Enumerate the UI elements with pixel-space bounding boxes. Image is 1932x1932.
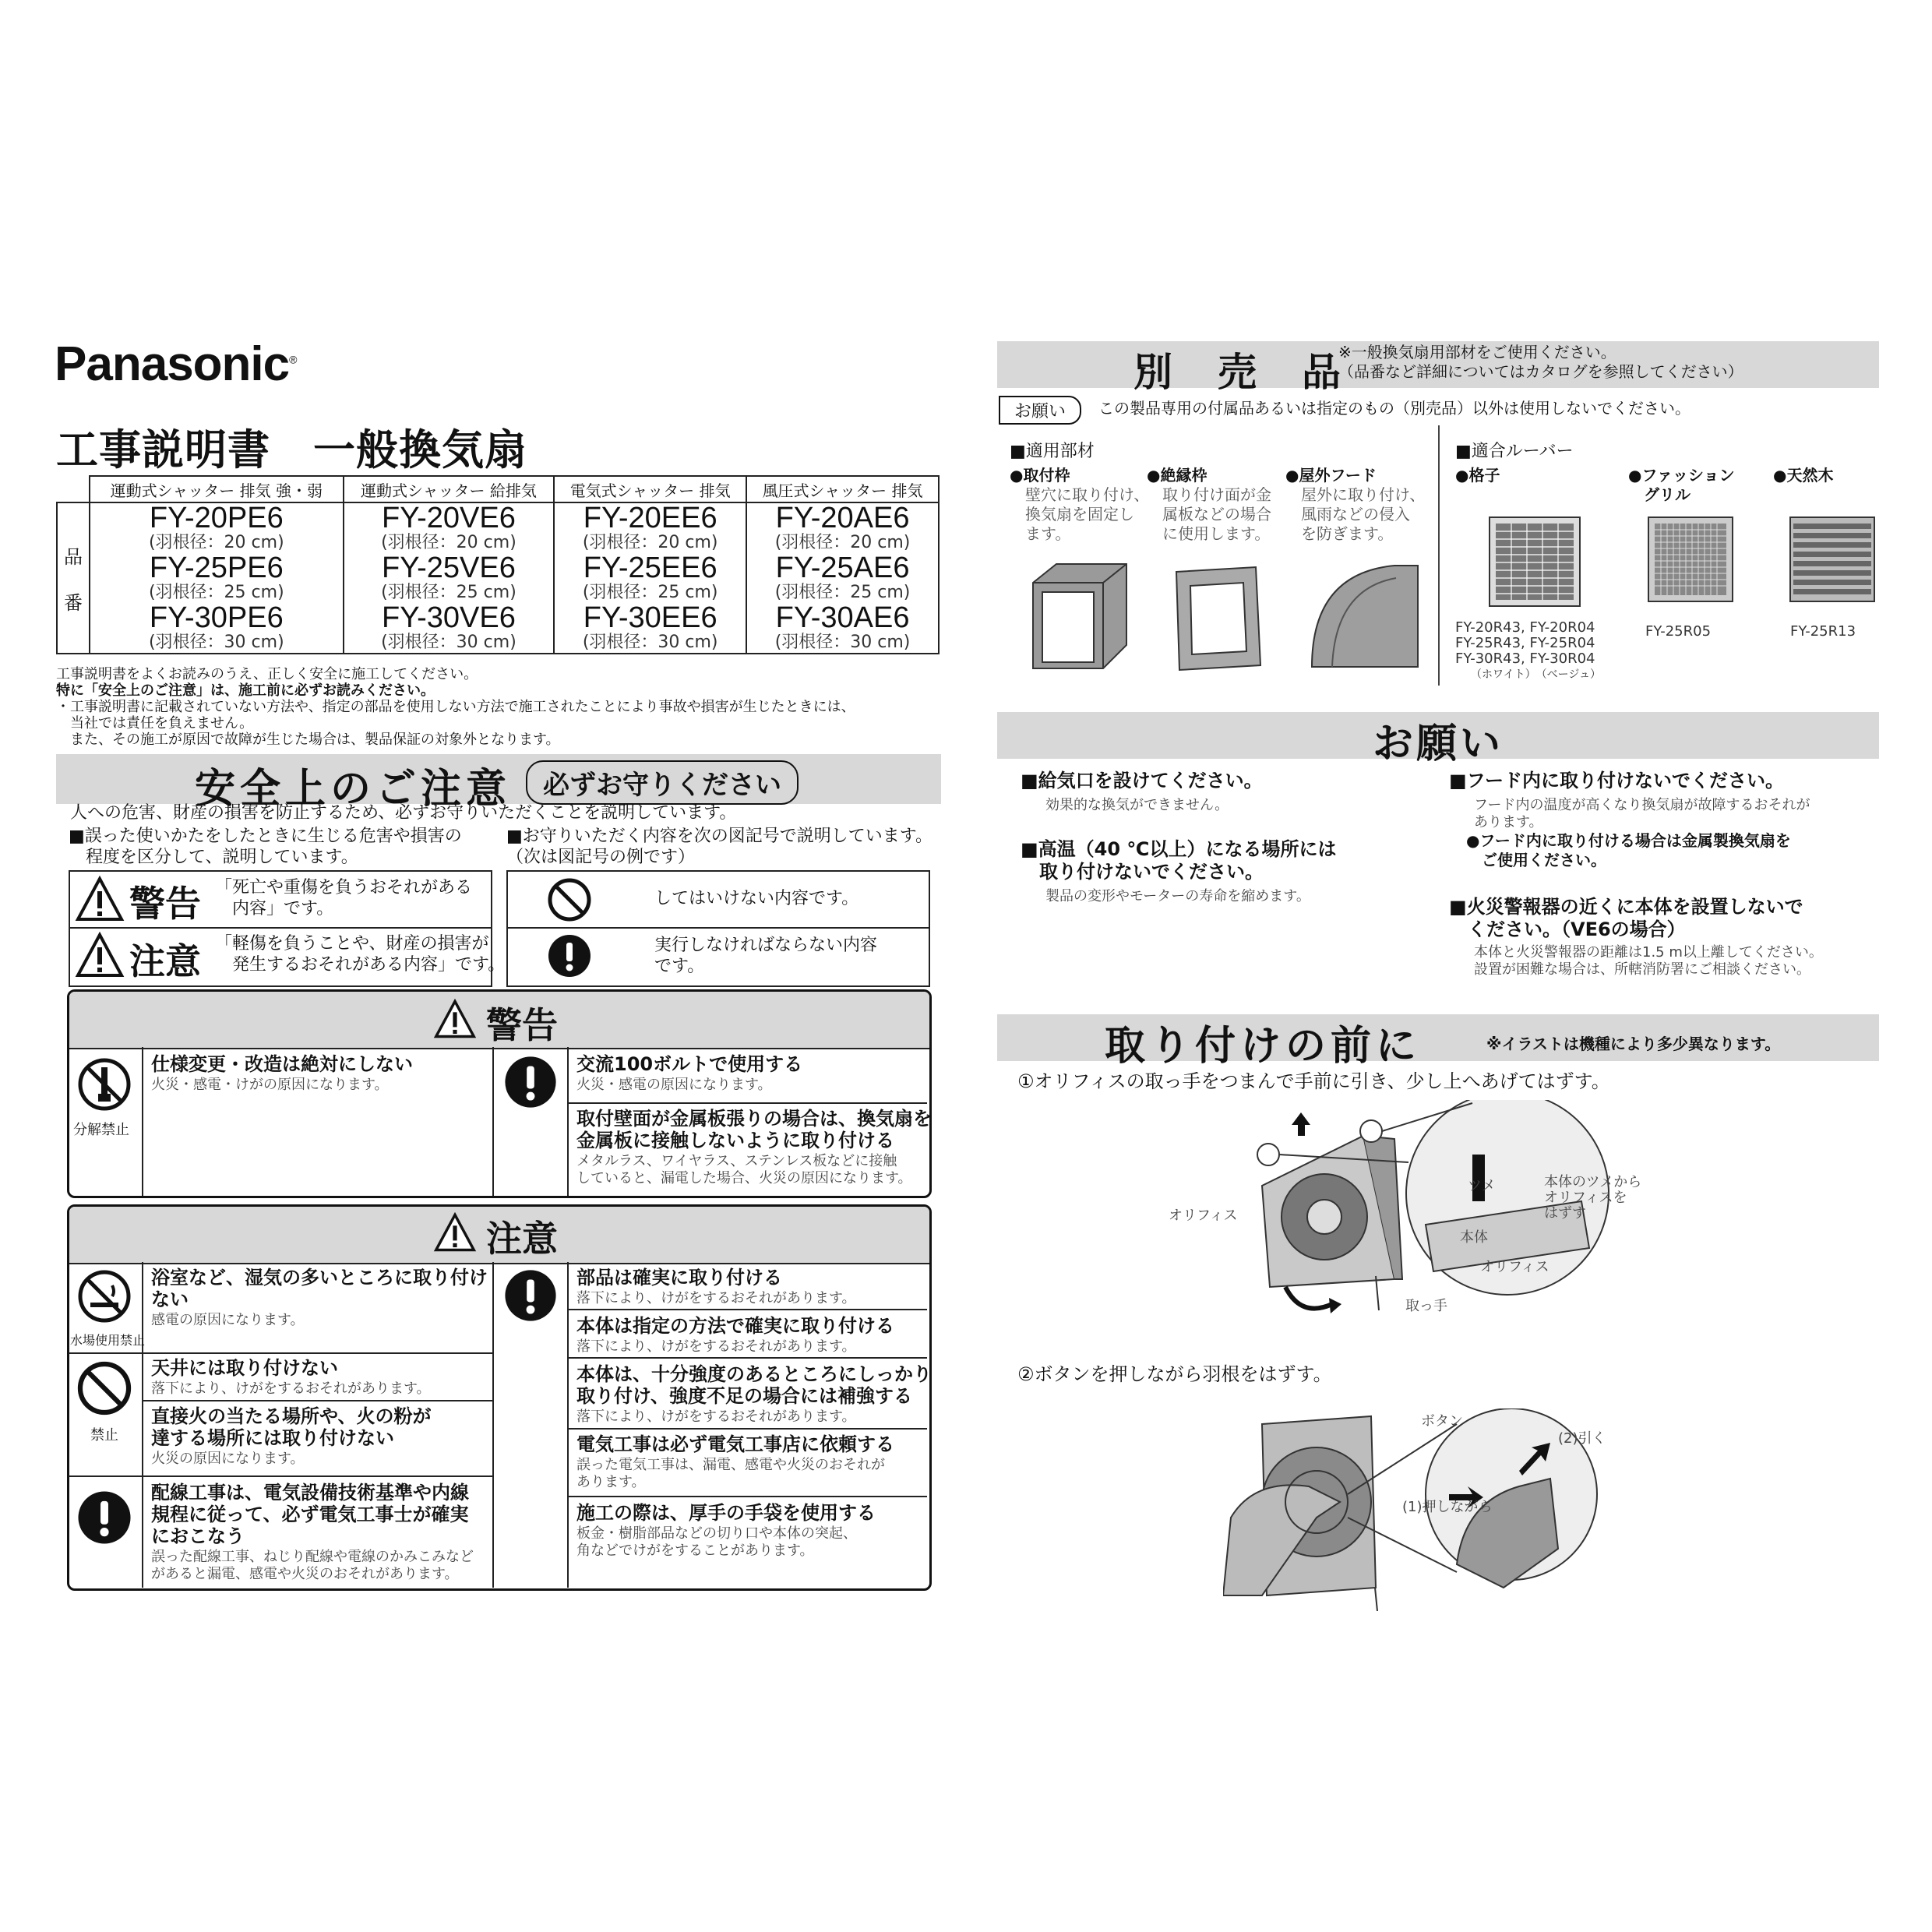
caution-word: 注意: [129, 940, 201, 982]
prohibition-icon: [76, 1360, 132, 1416]
lattice-louver-illustration: [1488, 516, 1581, 608]
step1-label-handle: 取っ手: [1405, 1298, 1447, 1314]
caution-item-title: 本体は指定の方法で確実に取り付ける: [576, 1315, 894, 1337]
caution-item-title: 天井には取り付けない: [151, 1357, 338, 1379]
part-insulation-frame: ●絶縁枠 取り付け面が金 属板などの場合 に使用します。: [1147, 466, 1271, 543]
caution-title-icon: [433, 1212, 477, 1253]
step2-label-push: (1)押しながら: [1402, 1499, 1493, 1515]
disassembly-prohibited-icon: [76, 1056, 132, 1112]
model-header: 風圧式シャッター 排気: [746, 476, 939, 502]
warning-box-title: 警告: [486, 1004, 558, 1046]
caution-item-title: 施工の際は、厚手の手袋を使用する: [576, 1502, 876, 1524]
model-table: [56, 475, 940, 654]
warning-word: 警告: [129, 883, 201, 925]
model-col: FY-20PE6 (羽根径：20 cm) FY-25PE6 (羽根径：25 cm) FY-30PE6 (羽根径：30 cm): [90, 502, 344, 654]
model-col: FY-20EE6 (羽根径：20 cm) FY-25EE6 (羽根径：25 cm) FY-30EE6 (羽根径：30 cm): [554, 502, 746, 654]
wet-area-label: 水場使用禁止: [70, 1333, 146, 1348]
model-row-label: 品 番: [57, 502, 90, 654]
prohibition-icon: [547, 877, 592, 922]
model-header: 運動式シャッター 排気 強・弱: [90, 476, 344, 502]
safety-intro: 人への危害、財産の損害を防止するため、必ずお守りいただくことを説明しています。: [70, 803, 737, 823]
part-mounting-frame: ●取付枠 壁穴に取り付け、 換気扇を固定し ます。: [1010, 466, 1150, 543]
must-desc: 実行しなければならない内容 です。: [654, 936, 878, 976]
requests-title: お願い: [1373, 721, 1504, 767]
usage-notes: 工事説明書をよくお読みのうえ、正しく安全に施工してください。 特に「安全上のご注意」は、施工前に必ずお読みください。 ・工事説明書に記載されていない方法や、指定の部品を使用しない方法で施工されたことにより事故や損害が生じたときには、 当社では責任を負えません。 また、その施工が原因で故障が生じた場合は、製品保証の対象外となります。: [56, 666, 855, 748]
caution-item-sub: 落下により、けがをするおそれがあります。: [576, 1290, 856, 1306]
step2-label-pull: (2)引く: [1558, 1430, 1606, 1447]
louver-head: ■適合ルーバー: [1455, 442, 1574, 461]
brand-logo: Panasonic®: [55, 337, 297, 391]
model-col: FY-20VE6 (羽根径：20 cm) FY-25VE6 (羽根径：25 cm) FY-30VE6 (羽根径：30 cm): [344, 502, 555, 654]
caution-item-title: 電気工事は必ず電気工事店に依頼する: [576, 1433, 894, 1455]
louver-wood-name: ●天然木: [1773, 466, 1834, 485]
caution-desc: 「軽傷を負うことや、財産の損害が 発生するおそれがある内容」です。: [215, 934, 506, 975]
before-title: 取り付けの前に: [1105, 1023, 1422, 1070]
caution-item-sub: 誤った配線工事、ねじり配線や電線のかみこみなど があると漏電、感電や火災のおそれがあります。: [151, 1549, 474, 1582]
document-title: 工事説明書 一般換気扇: [56, 425, 527, 474]
warning-item-title: 交流100ボルトで使用する: [576, 1053, 803, 1075]
step1-label-body: 本体: [1460, 1229, 1488, 1246]
warning-item-sub: 火災・感電・けがの原因になります。: [151, 1077, 389, 1093]
accessories-note: ※一般換気扇用部材をご使用ください。 （品番など詳細についてはカタログを参照してください）: [1338, 343, 1743, 381]
step2-label-button: ボタン: [1421, 1413, 1463, 1430]
louver-lattice-codes: FY-20R43, FY-20R04 FY-25R43, FY-25R04 FY-30R43, FY-30R04 （ホワイト） （ベージュ）: [1455, 619, 1602, 681]
caution-item-sub: 感電の原因になります。: [151, 1312, 305, 1328]
caution-item-title: 配線工事は、電気設備技術基準や内線 規程に従って、必ず電気工事士が確実 におこなう: [151, 1482, 469, 1547]
step1-text: ①オリフィスの取っ手をつまんで手前に引き、少し上へあげてはずす。: [1017, 1070, 1610, 1092]
warning-item-sub: 火災・感電の原因になります。: [576, 1077, 772, 1093]
natural-wood-louver-illustration: [1789, 516, 1876, 603]
model-header: 電気式シャッター 排気: [554, 476, 746, 502]
caution-item-sub: 落下により、けがをするおそれがあります。: [576, 1408, 856, 1425]
caution-item-title: 直接火の当たる場所や、火の粉が 達する場所には取り付けない: [151, 1405, 432, 1449]
mandatory-icon: [503, 1055, 558, 1109]
before-note: ※イラストは機種により多少異なります。: [1486, 1035, 1781, 1053]
part-outdoor-hood: ●屋外フード 屋外に取り付け、 風雨などの侵入 を防ぎます。: [1285, 466, 1426, 543]
warning-item-title: 取付壁面が金属板張りの場合は、換気扇を 金属板に接触しないように取り付ける: [576, 1108, 932, 1151]
warning-item-sub: メタルラス、ワイヤラス、ステンレス板などに接触 していると、漏電した場合、火災の原因になります。: [576, 1153, 912, 1186]
warning-triangle-icon: [75, 876, 125, 922]
step1-label-claw: ツメ: [1468, 1178, 1496, 1194]
caution-item-title: 部品は確実に取り付ける: [576, 1267, 782, 1289]
no-wet-area-icon: [76, 1268, 132, 1324]
caution-item-title: 本体は、十分強度のあるところにしっかり 取り付け、強度不足の場合には補強する: [576, 1363, 932, 1407]
warning-item-title: 仕様変更・改造は絶対にしない: [151, 1053, 413, 1075]
caution-box-title: 注意: [486, 1218, 558, 1260]
request-item: ■火災警報器の近くに本体を設置しないで ください。（VE6の場合） 本体と火災警報器の距離は1.5 m以上離してください。 設置が困難な場合は、所轄消防署にご相談ください。: [1449, 896, 1823, 978]
prohibit-label: 禁止: [90, 1427, 118, 1444]
prohibit-desc: してはいけない内容です。: [654, 889, 859, 908]
parts-head: ■適用部材: [1010, 442, 1095, 461]
mandatory-icon: [547, 933, 592, 978]
mounting-frame-illustration: [1025, 559, 1134, 673]
mandatory-icon: [76, 1490, 132, 1546]
request-item: ■フード内に取り付けないでください。 フード内の温度が高くなり換気扇が故障するおそれが あります。 ●フード内に取り付ける場合は金属製換気扇を ご使用ください。: [1449, 770, 1810, 869]
step1-label-orifice2: オリフィス: [1480, 1259, 1549, 1275]
request-item: ■給気口を設けてください。 効果的な換気ができません。: [1021, 770, 1263, 813]
request-item: ■高温（40 ℃以上）になる場所には 取り付けないでください。 製品の変形やモーターの寿命を縮めます。: [1021, 838, 1337, 904]
fashion-grill-illustration: [1647, 516, 1734, 603]
disassembly-label: 分解禁止: [73, 1122, 129, 1138]
insulation-frame-illustration: [1169, 564, 1268, 673]
louver-wood-code: FY-25R13: [1790, 623, 1856, 640]
onegai-tag: お願い: [999, 396, 1081, 425]
caution-item-title: 浴室など、湿気の多いところに取り付け ない: [151, 1267, 488, 1310]
accessories-title: 別 売 品: [1133, 350, 1344, 395]
outdoor-hood-illustration: [1301, 558, 1426, 675]
louver-fashion-code: FY-25R05: [1645, 623, 1712, 640]
safety-left-head: ■誤った使いかたをしたときに生じる危害や損害の 程度を区分して、説明しています。: [69, 827, 462, 867]
safety-title: 安全上のご注意: [195, 766, 512, 813]
louver-fashion-name: ●ファッション グリル: [1628, 466, 1735, 504]
mandatory-icon: [503, 1268, 558, 1323]
louver-lattice-name: ●格子: [1455, 466, 1500, 485]
caution-triangle-icon: [75, 932, 125, 978]
caution-item-sub: 火災の原因になります。: [151, 1451, 305, 1467]
caution-item-sub: 板金・樹脂部品などの切り口や本体の突起、 角などでけがをすることがあります。: [576, 1525, 857, 1559]
caution-item-sub: 落下により、けがをするおそれがあります。: [151, 1380, 431, 1397]
step2-text: ②ボタンを押しながら羽根をはずす。: [1017, 1363, 1332, 1385]
caution-item-sub: 落下により、けがをするおそれがあります。: [576, 1338, 856, 1355]
warning-desc: 「死亡や重傷を負うおそれがある 内容」です。: [215, 878, 473, 918]
step1-label-orifice: オリフィス: [1169, 1208, 1238, 1224]
onegai-text: この製品専用の付属品あるいは指定のもの（別売品）以外は使用しないでください。: [1098, 399, 1690, 418]
safety-pill: 必ずお守りください: [526, 760, 799, 805]
caution-item-sub: 誤った電気工事は、漏電、感電や火災のおそれが あります。: [576, 1457, 885, 1490]
model-col: FY-20AE6 (羽根径：20 cm) FY-25AE6 (羽根径：25 cm) FY-30AE6 (羽根径：30 cm): [746, 502, 939, 654]
safety-right-head: ■お守りいただく内容を次の図記号で説明しています。 （次は図記号の例です）: [506, 827, 933, 867]
step1-callout: 本体のツメから オリフィスを はずす: [1544, 1174, 1642, 1222]
warning-title-icon: [433, 999, 477, 1039]
model-header: 運動式シャッター 給排気: [344, 476, 555, 502]
